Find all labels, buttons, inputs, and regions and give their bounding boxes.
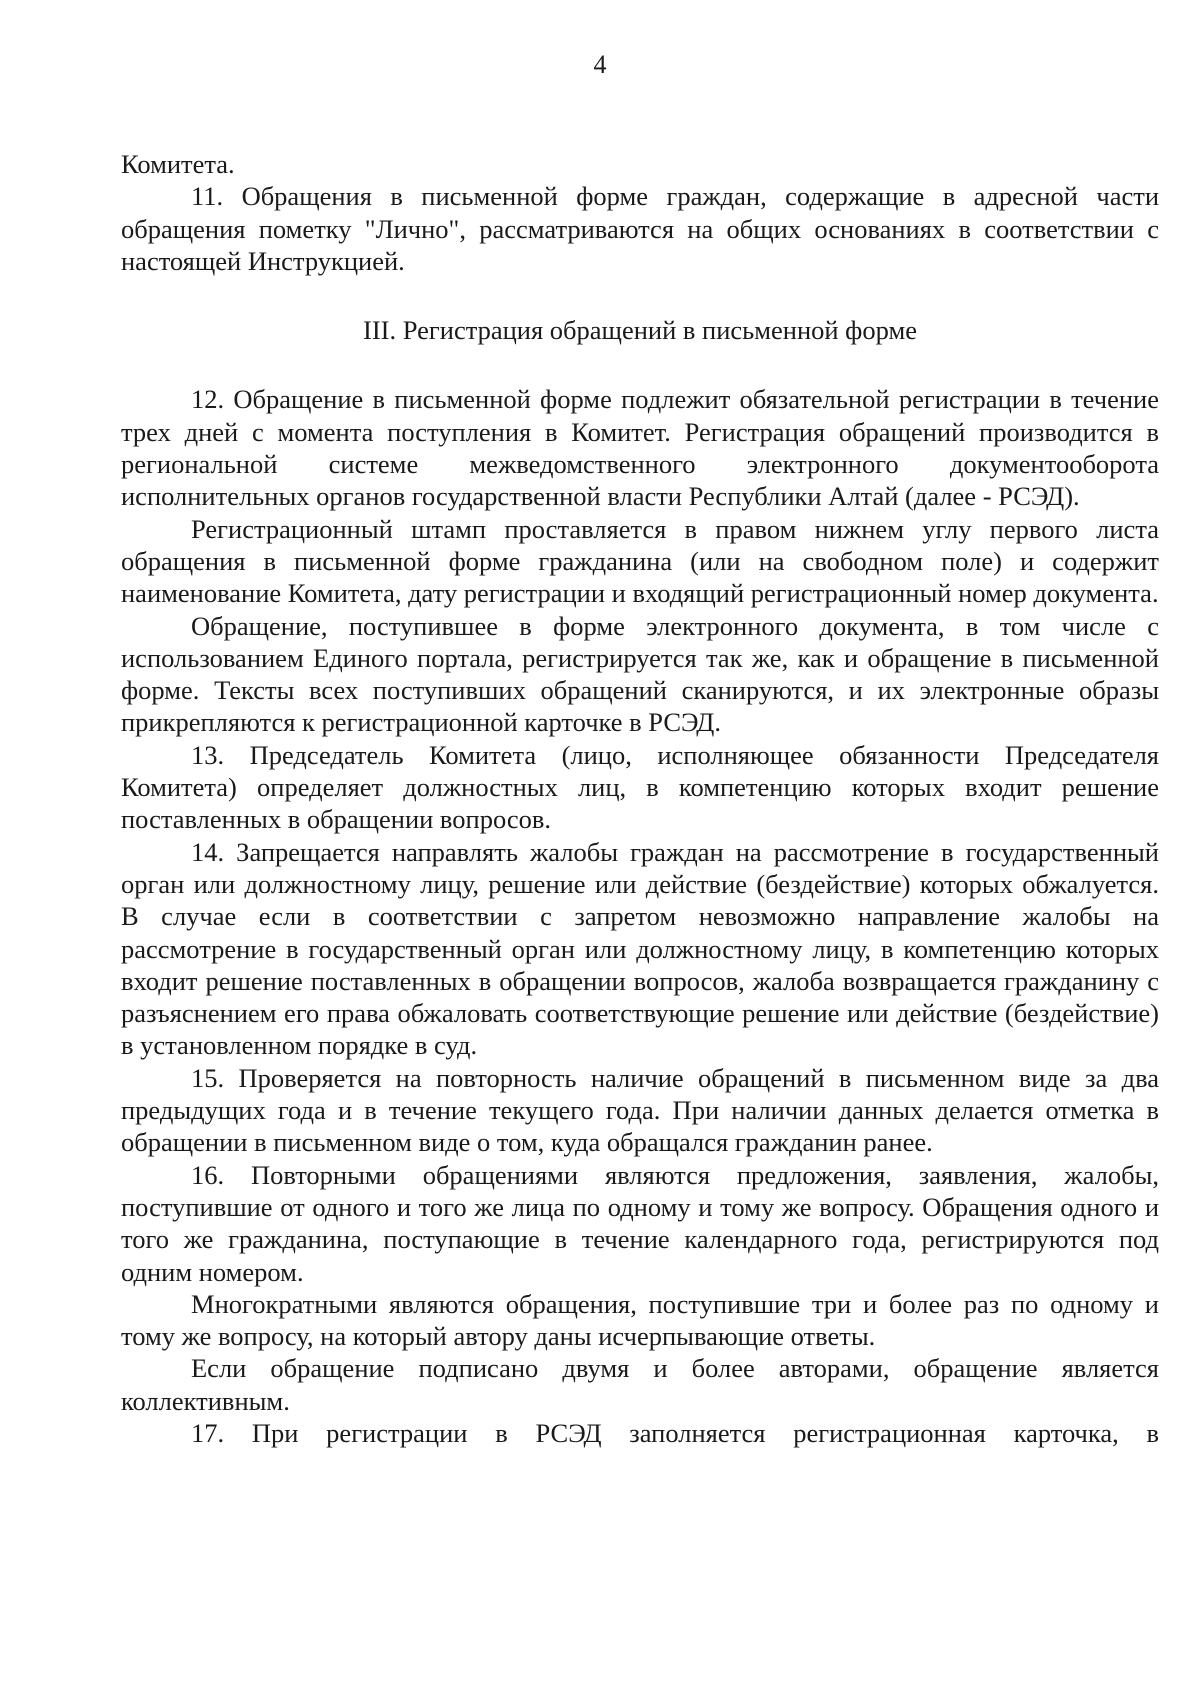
- paragraph-item-12: 12. Обращение в письменной форме подлежит обязательной регистрации в течение трех дней с момента поступления в Комитет. Регистрация обращений производится в региональной системе межведомственного электронного документооборота исполнительных органов государственной власти Республики Алтай (далее - РСЭД).: [121, 384, 1159, 512]
- document-body: [121, 148, 1159, 1449]
- paragraph-continuation: Комитета.: [121, 149, 235, 179]
- paragraph-item-11: 11. Обращения в письменной форме граждан, содержащие в адресной части обращения пометку "Лично", рассматриваются на общих основаниях в соответствии с настоящей Инструкцией.: [121, 181, 1159, 276]
- paragraph-item-13: 13. Председатель Комитета (лицо, исполняющее обязанности Председателя Комитета) определяет должностных лиц, в компетенцию которых входит решение поставленных в обращении вопросов.: [121, 739, 1159, 835]
- paragraph-item-15: 15. Проверяется на повторность наличие обращений в письменном виде за два предыдущих года и в течение текущего года. При наличии данных делается отметка в обращении в письменном виде о том, куда обращался гражданин ранее.: [121, 1062, 1159, 1158]
- paragraph-item-16: 16. Повторными обращениями являются предложения, заявления, жалобы, поступившие от одного и того же лица по одному и тому же вопросу. Обращения одного и того же гражданина, поступающие в течение календарного года, регистрируются под одним номером.: [121, 1159, 1159, 1287]
- page-number: 4: [593, 50, 607, 79]
- paragraph-collective-appeals: Если обращение подписано двумя и более авторами, обращение является коллективным.: [121, 1353, 1159, 1416]
- paragraph-registration-stamp: Регистрационный штамп проставляется в правом нижнем углу первого листа обращения в письменной форме гражданина (или на свободном поле) и содержит наименование Комитета, дату регистрации и входящий регистрационный номер документа.: [121, 513, 1159, 609]
- paragraph-multiple-appeals: Многократными являются обращения, поступившие три и более раз по одному и тому же вопросу, на который автору даны исчерпывающие ответы.: [121, 1288, 1159, 1352]
- paragraph-item-14: 14. Запрещается направлять жалобы граждан на рассмотрение в государственный орган или должностному лицу, решение или действие (бездействие) которых обжалуется. В случае если в соответствии с запретом невозможно направление жалобы на рассмотрение в государственный орган или должностному лицу, в компетенцию которых входит решение поставленных в обращении вопросов, жалоба возвращается гражданину с разъяснением его права обжаловать соответствующие решение или действие (бездействие) в установленном порядке в суд.: [121, 836, 1159, 1061]
- paragraph-item-17: 17. При регистрации в РСЭД заполняется регистрационная карточка, в: [191, 1417, 1159, 1448]
- section-heading: III. Регистрация обращений в письменной форме: [363, 315, 917, 346]
- paragraph-electronic-document: Обращение, поступившее в форме электронного документа, в том числе с использованием Единого портала, регистрируется так же, как и обращение в письменной форме. Тексты всех поступивших обращений сканируются, и их электронные образы прикрепляются к регистрационной карточке в РСЭД.: [121, 610, 1159, 738]
